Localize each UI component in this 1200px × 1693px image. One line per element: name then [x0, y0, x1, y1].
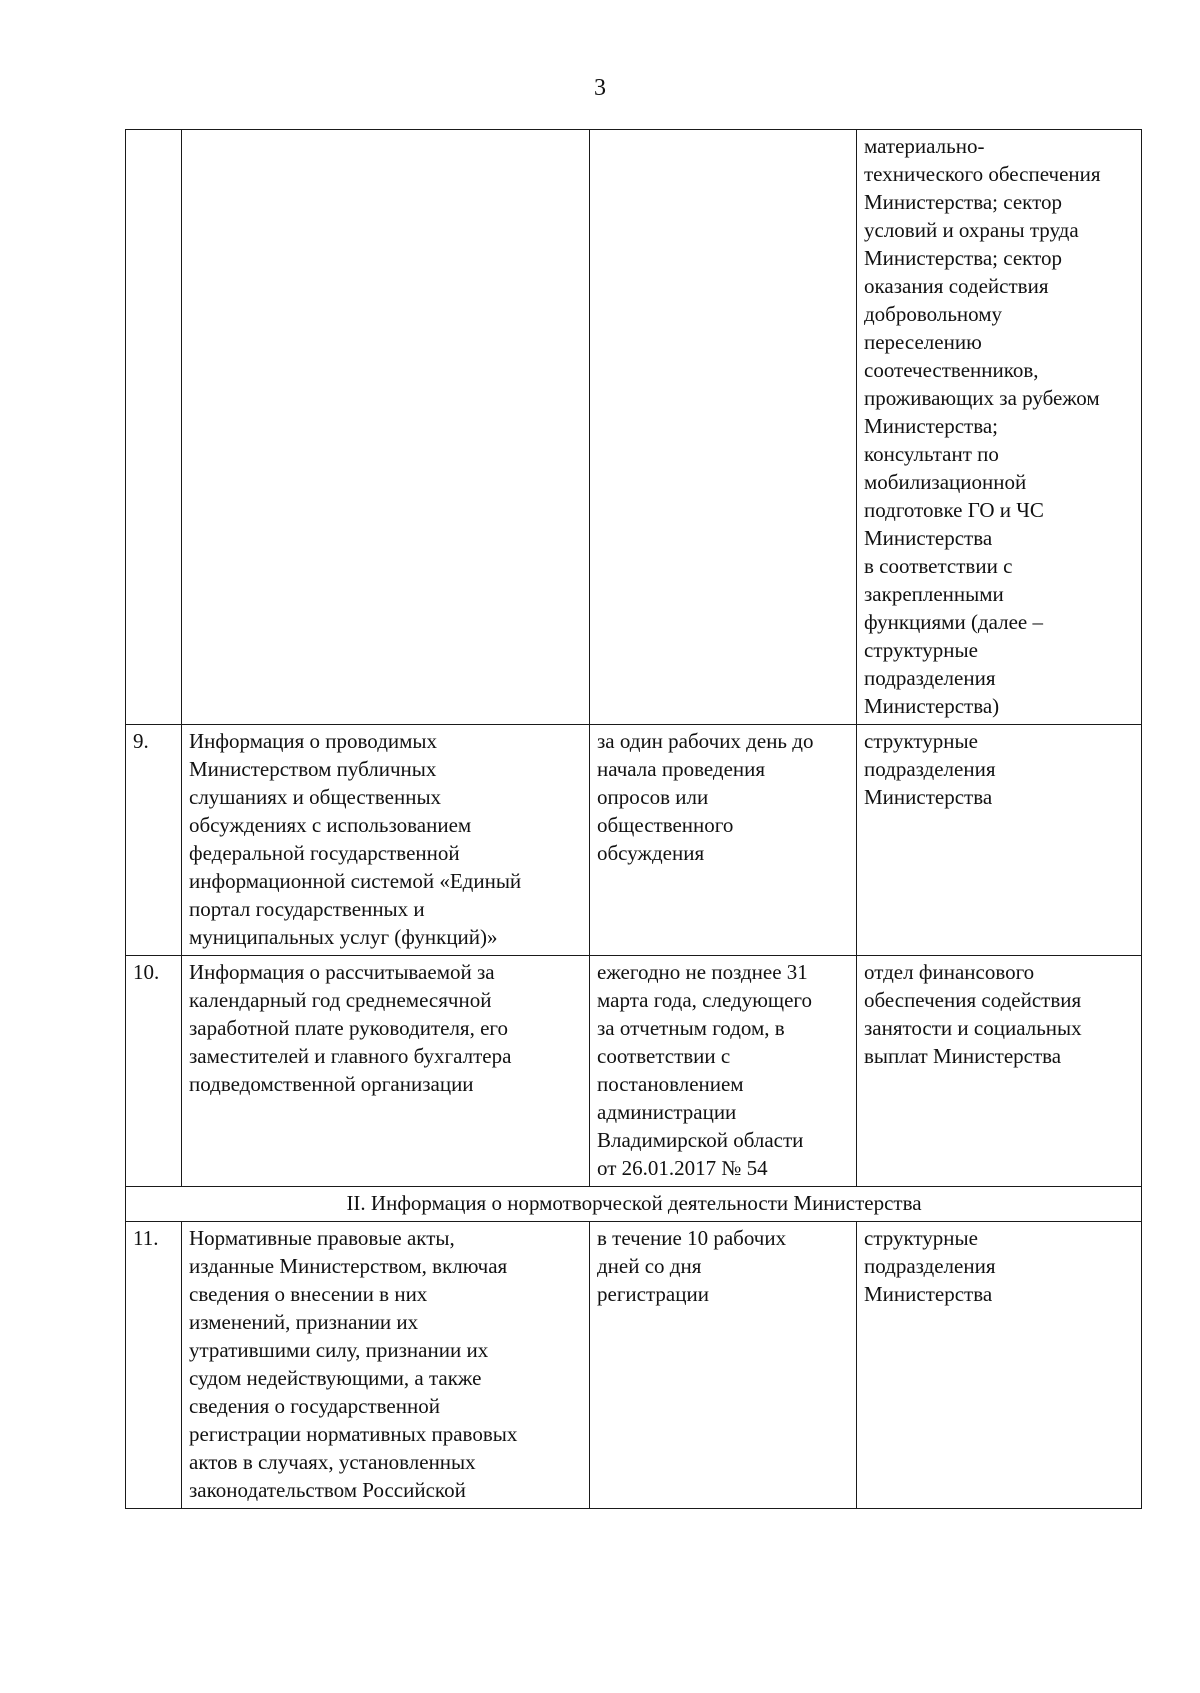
table-row-9: [126, 725, 1142, 956]
term-text: в течение 10 рабочих дней со дня регистрации: [597, 1226, 787, 1306]
row-number-cell: [126, 956, 182, 1187]
row-number-cell: [126, 725, 182, 956]
responsible-cell: [857, 1222, 1142, 1509]
table-row-continuation: [126, 130, 1142, 725]
page-number: 3: [594, 75, 606, 101]
term-cell: [590, 725, 857, 956]
responsible-cell: [857, 725, 1142, 956]
term-cell: [590, 130, 857, 725]
section-header: II. Информация о нормотворческой деятельности Министерства: [126, 1187, 1142, 1222]
info-cell: [182, 725, 590, 956]
info-cell: [182, 130, 590, 725]
responsible-text: структурные подразделения Министерства: [864, 1226, 996, 1306]
responsible-text: отдел финансового обеспечения содействия занятости и социальных выплат Министерства: [864, 960, 1082, 1068]
section-header-row: [126, 1187, 1142, 1222]
row-number: 11.: [133, 1226, 159, 1250]
info-text: Нормативные правовые акты, изданные Министерством, включая сведения о внесении в них изменений, признании их утратившими силу, признании их судом недействующими, а также сведения о государственной регистрации нормативных правовых актов в случаях, установленных законодательством Российской: [189, 1226, 518, 1502]
table-row-10: [126, 956, 1142, 1187]
info-text: Информация о рассчитываемой за календарный год среднемесячной заработной плате руководителя, его заместителей и главного бухгалтера подведомственной организации: [189, 960, 512, 1096]
info-cell: [182, 1222, 590, 1509]
document-table: [125, 129, 1142, 1509]
row-number: 9.: [133, 729, 149, 753]
responsible-cell: [857, 130, 1142, 725]
term-cell: [590, 1222, 857, 1509]
term-cell: [590, 956, 857, 1187]
responsible-text: структурные подразделения Министерства: [864, 729, 996, 809]
row-number-cell: [126, 1222, 182, 1509]
info-text: Информация о проводимых Министерством публичных слушаниях и общественных обсуждениях с использованием федеральной государственной информационной системой «Единый портал государственных и муниципальных услуг (функций)»: [189, 729, 522, 949]
term-text: за один рабочих день до начала проведения опросов или общественного обсуждения: [597, 729, 814, 865]
responsible-cell: [857, 956, 1142, 1187]
term-text: ежегодно не позднее 31 марта года, следующего за отчетным годом, в соответствии с постановлением администрации Владимирской области от 26.01.2017 № 54: [597, 960, 812, 1180]
row-number-cell: [126, 130, 182, 725]
row-number: 10.: [133, 960, 160, 984]
responsible-text: материально- технического обеспечения Министерства; сектор условий и охраны труда Министерства; сектор оказания содействия добровольному переселению соотечественников, проживающих за рубежом Министерства; консультант по мобилизационной подготовке ГО и ЧС Министерства в соответствии с закрепленными функциями (далее – структурные подразделения Министерства): [864, 134, 1101, 718]
table-row-11: [126, 1222, 1142, 1509]
info-cell: [182, 956, 590, 1187]
